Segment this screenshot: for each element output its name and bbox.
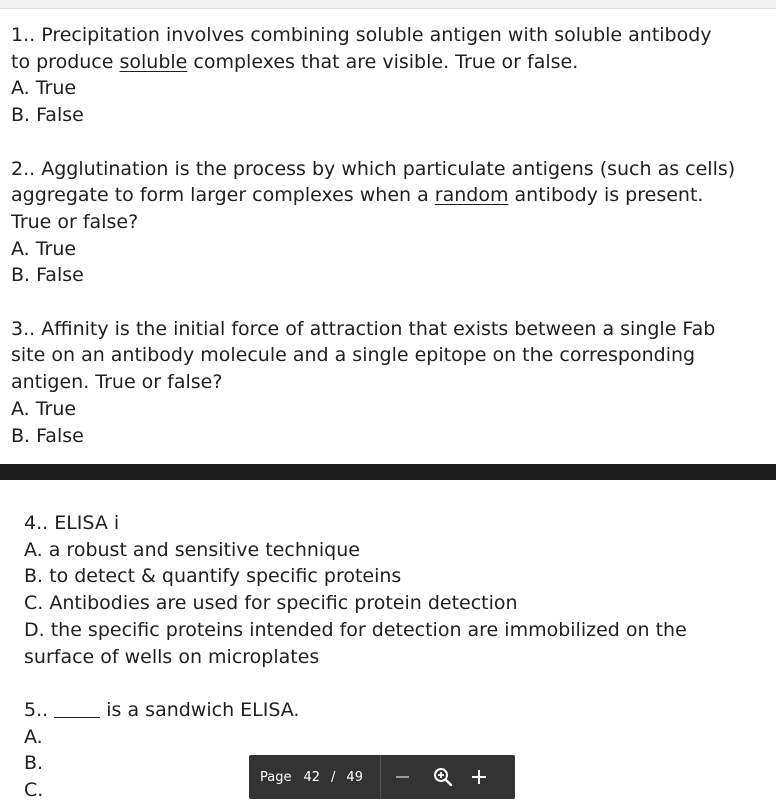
question-2-text-line — [11, 182, 761, 209]
zoom-in-button[interactable] — [433, 767, 453, 787]
page-navigation-toolbar — [249, 755, 515, 799]
question-4-option: A. a robust and sensitive technique — [24, 538, 360, 561]
question-3-text-line — [11, 316, 761, 343]
viewer-top-strip — [0, 0, 776, 9]
toolbar-divider — [380, 755, 381, 799]
question-text: antibody is present. — [508, 184, 704, 207]
page-separator — [0, 464, 776, 480]
question-1-text-line — [11, 22, 761, 49]
question-5-text: is a sandwich ELISA. — [106, 698, 300, 721]
question-5-stem — [24, 697, 764, 724]
question-2 — [11, 156, 761, 290]
question-4-option: D. the specific proteins intended for detection are immobilized on the — [24, 618, 687, 641]
question-text: 2.. Agglutination is the process by which particulate antigens (such as cells) — [11, 157, 736, 180]
question-4-stem: 4.. ELISA i — [24, 512, 120, 534]
total-pages: 49 — [346, 769, 363, 785]
underlined-keyword: random — [434, 184, 509, 207]
question-5-option: A. — [24, 725, 43, 748]
question-3 — [11, 316, 761, 450]
question-2-text-line — [11, 209, 761, 236]
current-page-input[interactable]: 42 — [303, 769, 321, 785]
question-3-text-line — [11, 342, 761, 369]
page-separator-slash: / — [331, 769, 336, 785]
question-text: site on an antibody molecule and a single epitope on the corresponding — [11, 344, 696, 367]
document-page-1 — [0, 9, 776, 464]
question-5-number: 5.. — [24, 698, 49, 721]
question-2-text-line — [11, 156, 761, 183]
question-text: 3.. Affinity is the initial force of attraction that exists between a single Fab — [11, 317, 716, 340]
add-button[interactable] — [469, 767, 489, 787]
question-text: 1.. Precipitation involves combining soluble antigen with soluble antibody — [11, 24, 712, 46]
question-1-text-line — [11, 49, 761, 76]
question-text: to produce — [11, 50, 120, 73]
question-text: complexes that are visible. True or false. — [187, 50, 579, 73]
answer-option: B. False — [11, 104, 84, 127]
question-5-option: C. — [24, 779, 44, 802]
question-4-option: C. Antibodies are used for specific protein detection — [24, 592, 518, 615]
minus-icon — [396, 776, 409, 778]
question-text: antigen. True or false? — [11, 371, 223, 394]
question-1 — [11, 22, 761, 129]
answer-blank — [54, 699, 100, 718]
question-text: True or false? — [11, 210, 139, 233]
answer-option: A. True — [11, 77, 77, 100]
zoom-out-button[interactable] — [395, 767, 411, 787]
plus-icon — [470, 768, 488, 786]
question-4-option: B. to detect & quantify specific proteins — [24, 565, 402, 588]
question-text: aggregate to form larger complexes when a — [11, 184, 435, 207]
answer-option: B. False — [11, 264, 84, 287]
question-3-text-line — [11, 369, 761, 396]
question-4 — [24, 510, 764, 670]
answer-option: A. True — [11, 237, 77, 260]
zoom-in-icon — [433, 767, 453, 787]
question-5-option: B. — [24, 752, 44, 775]
page-label: Page — [260, 769, 292, 785]
underlined-keyword: soluble — [119, 50, 188, 73]
page-1-content — [11, 22, 761, 449]
answer-option: B. False — [11, 424, 84, 447]
question-4-option-continued: surface of wells on microplates — [24, 645, 320, 668]
answer-option: A. True — [11, 397, 77, 420]
